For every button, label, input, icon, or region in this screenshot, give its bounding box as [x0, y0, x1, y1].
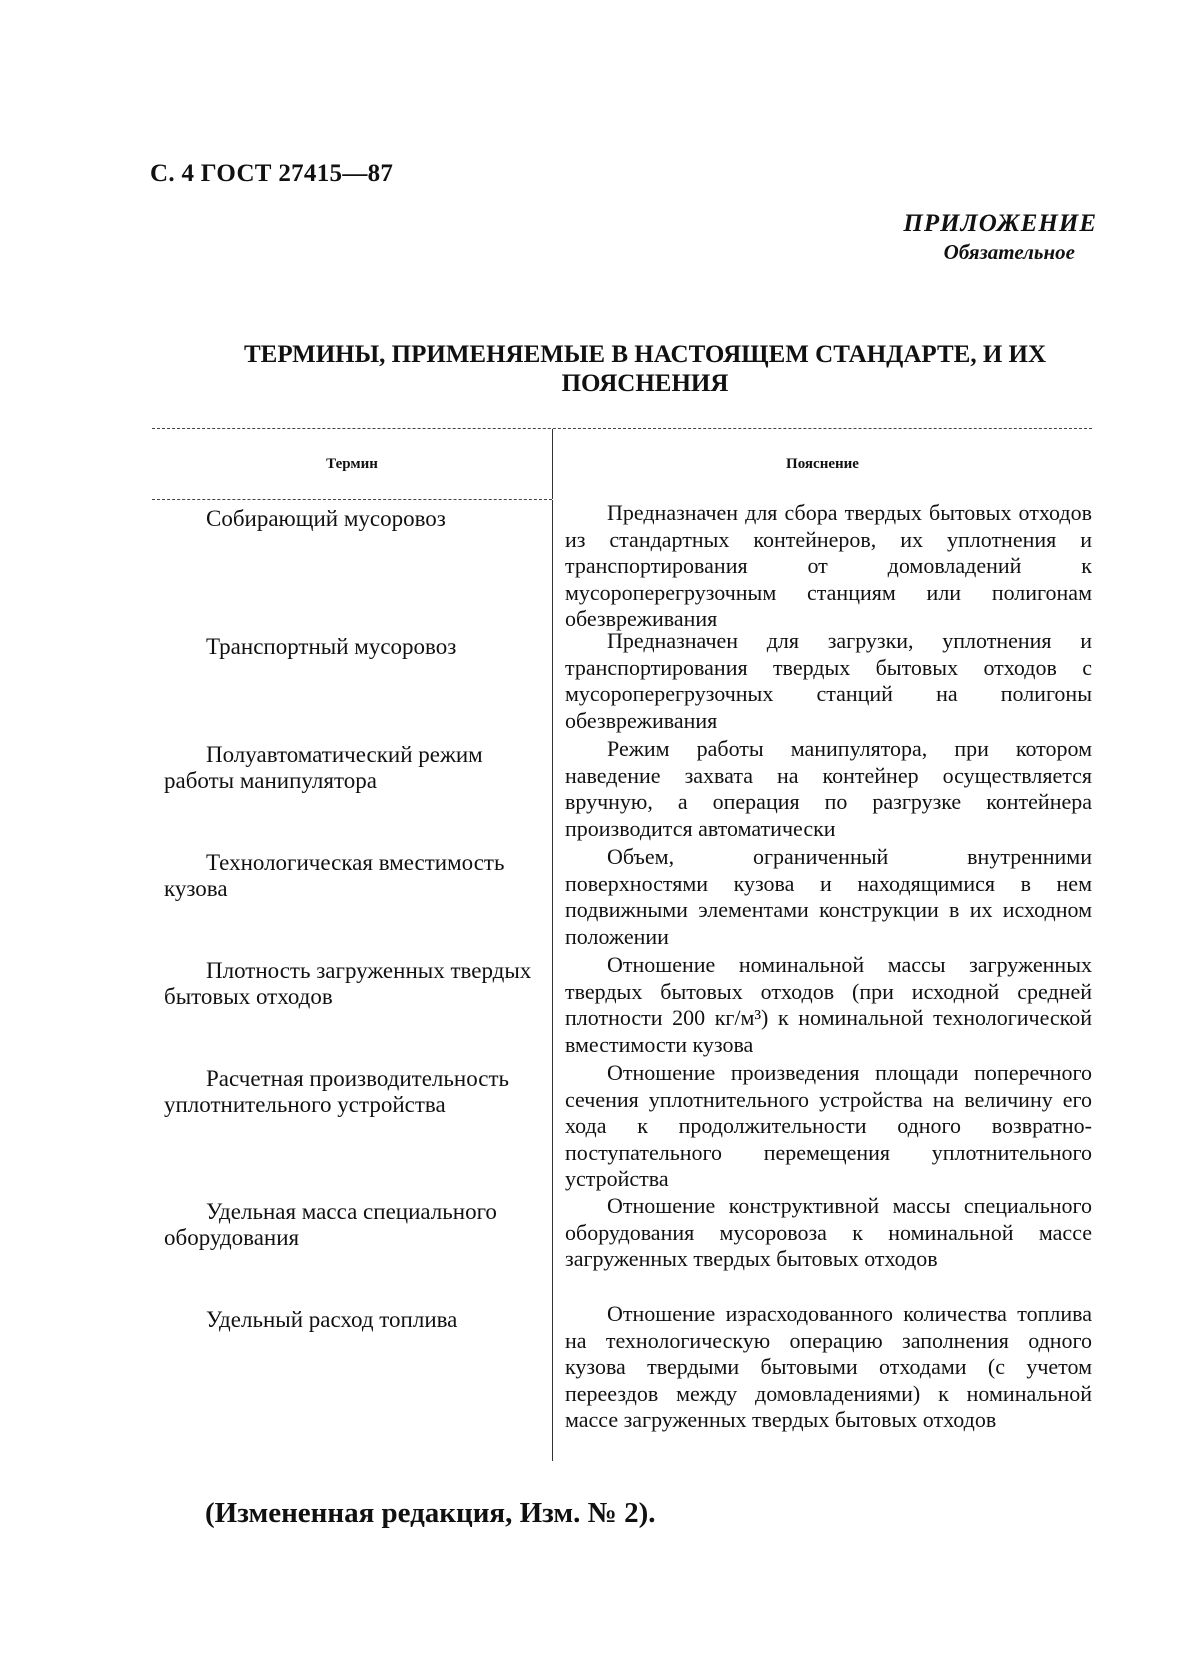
- table-row: [152, 1060, 1092, 1193]
- explanation-cell: Отношение произведения площади поперечного сечения уплотнительного устройства на величину его хода к продолжительности одного возвратно-поступательного перемещения уплотнительного устройства: [552, 1060, 1092, 1193]
- explanation-cell: Отношение израсходованного количества топлива на технологическую операцию заполнения одного кузова твердыми бытовыми отходами (с учетом переездов между домовладениями) к номинальной массе загруженных твердых бытовых отходов: [552, 1301, 1092, 1461]
- term-cell: Расчетная производительность уплотнительного устройства: [164, 1066, 510, 1117]
- explanation-cell: Предназначен для сбора твердых бытовых отходов из стандартных контейнеров, их уплотнения и транспортирования от домовладений к мусороперегрузочным станциям или полигонам обезвреживания: [552, 500, 1092, 628]
- term-cell: Транспортный мусоровоз: [206, 634, 457, 659]
- page-header: С. 4 ГОСТ 27415—87: [150, 160, 394, 187]
- term-cell: Удельный расход топлива: [206, 1307, 458, 1332]
- explanation-cell: Отношение номинальной массы загруженных твердых бытовых отходов (при исходной средней плотности 200 кг/м³) к номинальной технологической вместимости кузова: [552, 952, 1092, 1060]
- explanation-cell: Отношение конструктивной массы специального оборудования мусоровоза к номинальной массе загруженных твердых бытовых отходов: [552, 1193, 1092, 1301]
- terms-table: [152, 428, 1092, 1461]
- term-cell: Собирающий мусоровоз: [206, 506, 446, 531]
- table-row: [152, 1301, 1092, 1461]
- term-cell: Плотность загруженных твердых бытовых отходов: [164, 958, 532, 1009]
- table-row: [152, 1193, 1092, 1301]
- table-header-row: [152, 429, 1092, 499]
- explanation-cell: Предназначен для загрузки, уплотнения и транспортирования твердых бытовых отходов с мусороперегрузочных станций на полигоны обезвреживания: [552, 628, 1092, 736]
- appendix-title: ПРИЛОЖЕНИЕ: [903, 210, 1097, 237]
- table-row: [152, 628, 1092, 736]
- term-cell: Удельная масса специального оборудования: [164, 1199, 497, 1250]
- term-cell: Полуавтоматический режим работы манипулятора: [164, 742, 483, 793]
- header-term: Термин: [326, 455, 378, 472]
- table-row: [152, 952, 1092, 1060]
- explanation-cell: Объем, ограниченный внутренними поверхностями кузова и находящимися в нем подвижными элементами конструкции в их исходном положении: [552, 844, 1092, 952]
- term-cell: Технологическая вместимость кузова: [164, 850, 505, 901]
- appendix-label: [903, 210, 1097, 265]
- table-body: [152, 500, 1092, 1461]
- table-row: [152, 500, 1092, 631]
- table-row: [152, 844, 1092, 952]
- explanation-cell: Режим работы манипулятора, при котором наведение захвата на контейнер осуществляется вручную, а операция по разгрузке контейнера производится автоматически: [552, 736, 1092, 844]
- amendment-note: (Измененная редакция, Изм. № 2).: [205, 1497, 656, 1529]
- table-row: [152, 736, 1092, 844]
- header-explanation: Пояснение: [552, 429, 1092, 499]
- document-title: ТЕРМИНЫ, ПРИМЕНЯЕМЫЕ В НАСТОЯЩЕМ СТАНДАРТЕ, И ИХ ПОЯСНЕНИЯ: [243, 341, 1047, 397]
- appendix-subtitle: Обязательное: [943, 240, 1075, 264]
